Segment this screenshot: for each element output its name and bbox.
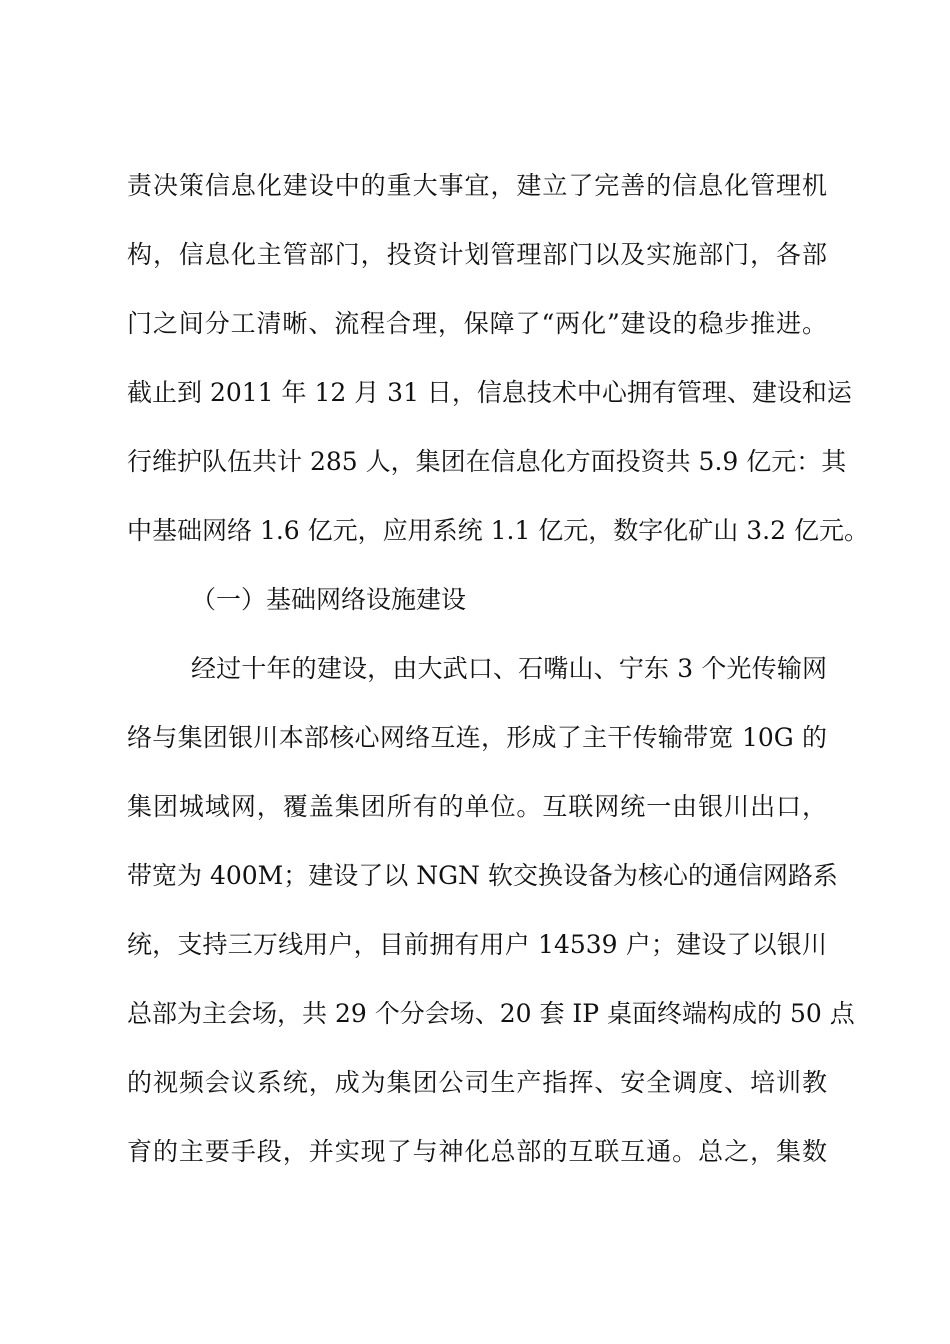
paragraph-line: 集团城域网，覆盖集团所有的单位。互联网统一由银川出口， [127,792,827,821]
paragraph-line: 带宽为 400M；建设了以 NGN 软交换设备为核心的通信网路系 [127,861,838,890]
paragraph-line: 总部为主会场，共 29 个分会场、20 套 IP 桌面终端构成的 50 点 [127,999,855,1028]
paragraph-line: 的视频会议系统，成为集团公司生产指挥、安全调度、培训教 [127,1068,827,1097]
paragraph-line: 络与集团银川本部核心网络互连，形成了主干传输带宽 10G 的 [127,723,827,752]
paragraph-line: 中基础网络 1.6 亿元，应用系统 1.1 亿元，数字化矿山 3.2 亿元。 [127,516,869,545]
paragraph-line: 构，信息化主管部门，投资计划管理部门以及实施部门，各部 [127,240,827,269]
paragraph-line: 门之间分工清晰、流程合理，保障了“两化”建设的稳步推进。 [127,309,827,338]
section-heading: （一）基础网络设施建设 [191,585,467,614]
paragraph-line: 经过十年的建设，由大武口、石嘴山、宁东 3 个光传输网 [191,654,827,683]
paragraph-line: 截止到 2011 年 12 月 31 日，信息技术中心拥有管理、建设和运 [127,378,852,407]
paragraph-line: 育的主要手段，并实现了与神化总部的互联互通。总之，集数 [127,1137,827,1166]
paragraph-line: 责决策信息化建设中的重大事宜，建立了完善的信息化管理机 [127,171,827,200]
paragraph-line: 行维护队伍共计 285 人，集团在信息化方面投资共 5.9 亿元：其 [127,447,847,476]
paragraph-line: 统，支持三万线用户，目前拥有用户 14539 户；建设了以银川 [127,930,827,959]
